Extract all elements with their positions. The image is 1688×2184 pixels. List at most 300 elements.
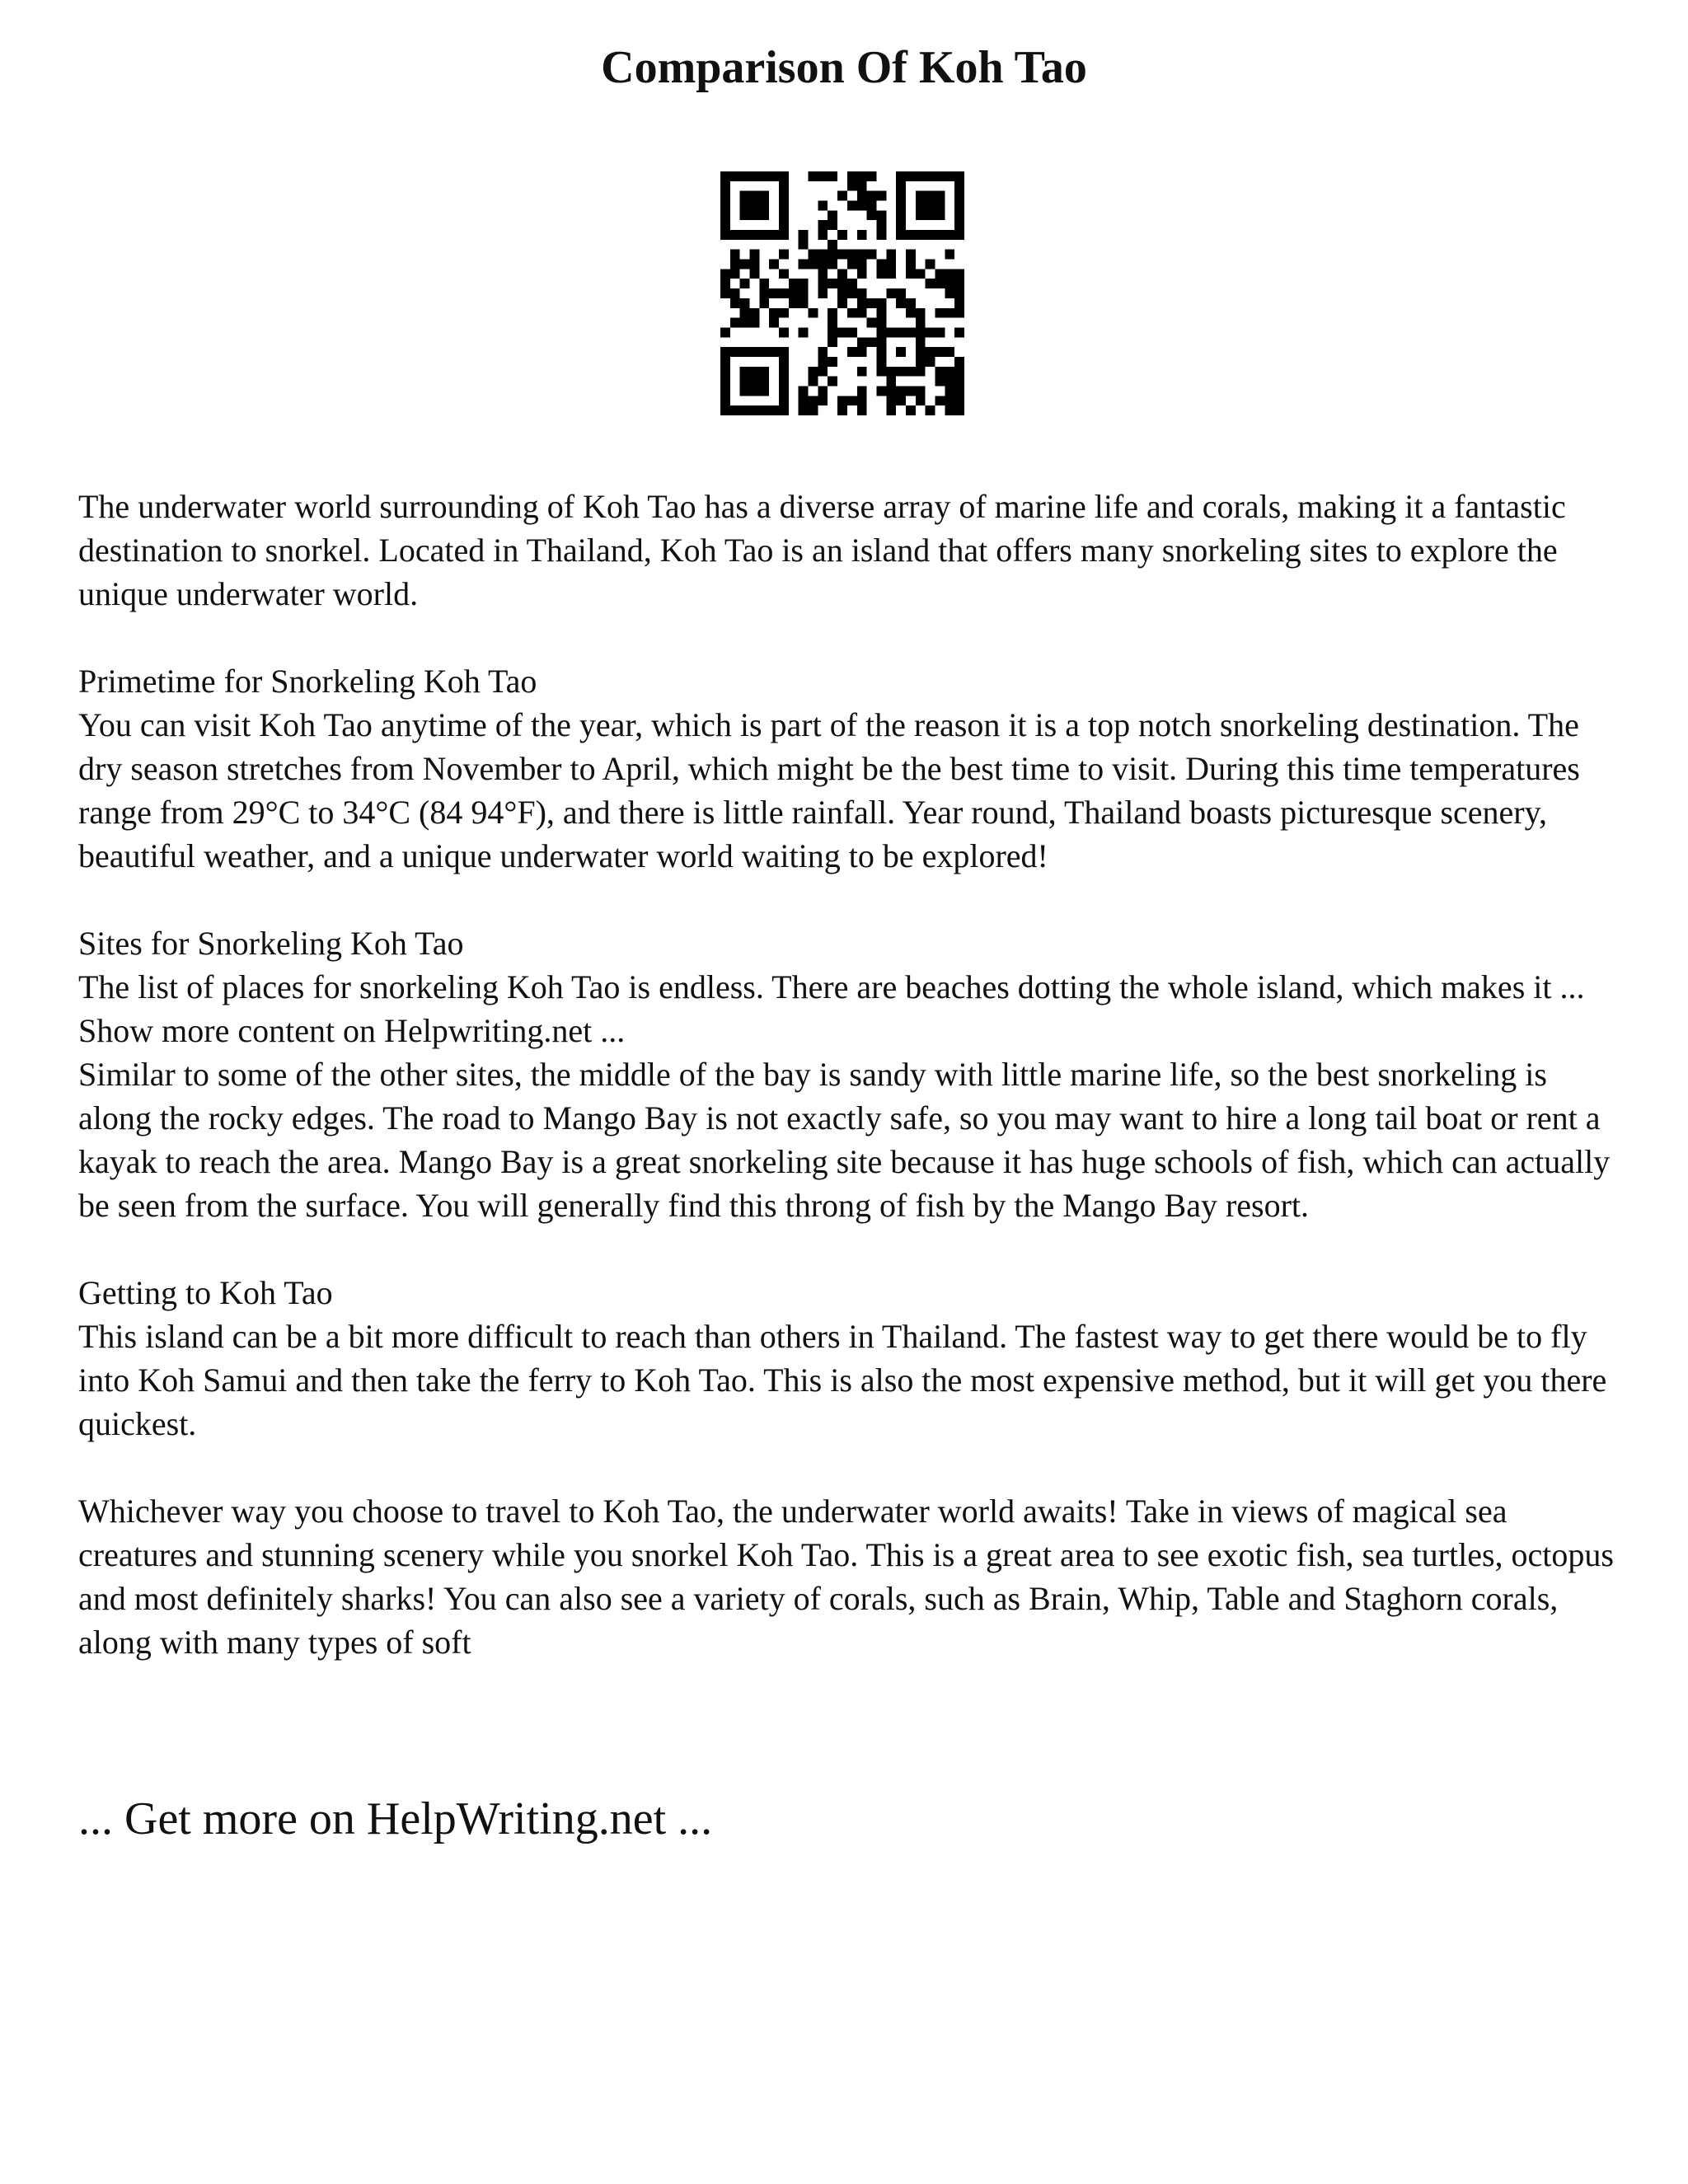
qr-module <box>799 327 809 337</box>
qr-module <box>779 288 789 298</box>
qr-code[interactable] <box>720 171 964 415</box>
qr-module <box>837 396 847 405</box>
qr-module <box>916 210 926 220</box>
qr-module <box>809 377 818 387</box>
qr-module <box>945 279 954 288</box>
qr-module <box>896 327 906 337</box>
qr-module <box>837 298 847 308</box>
qr-module <box>935 327 945 337</box>
qr-module <box>779 377 789 387</box>
qr-module <box>750 269 760 279</box>
qr-module <box>779 250 789 260</box>
qr-module <box>847 260 857 269</box>
qr-module <box>945 250 954 260</box>
qr-module <box>945 230 954 240</box>
qr-module <box>720 367 730 377</box>
qr-module <box>847 181 857 191</box>
page-title: Comparison Of Koh Tao <box>601 42 1087 93</box>
qr-module <box>876 210 886 220</box>
qr-module <box>759 201 769 211</box>
qr-module <box>837 405 847 415</box>
qr-module <box>818 279 828 288</box>
qr-module <box>945 386 954 396</box>
qr-module <box>779 396 789 405</box>
qr-module <box>809 250 818 260</box>
get-more-link[interactable]: ... Get more on HelpWriting.net ... <box>78 1793 713 1844</box>
qr-module <box>945 308 954 318</box>
qr-module <box>857 367 867 377</box>
qr-module <box>954 357 964 367</box>
qr-module <box>886 327 896 337</box>
qr-module <box>837 327 847 337</box>
qr-module <box>916 367 926 377</box>
qr-module <box>799 230 809 240</box>
qr-module <box>799 288 809 298</box>
qr-module <box>750 250 760 260</box>
qr-module <box>876 357 886 367</box>
qr-module <box>857 191 867 201</box>
qr-module <box>886 250 896 260</box>
qr-module <box>857 337 867 347</box>
qr-module <box>896 201 906 211</box>
qr-module <box>916 171 926 181</box>
qr-module <box>720 220 730 230</box>
qr-module <box>847 250 857 260</box>
qr-module <box>750 386 760 396</box>
qr-module <box>828 308 837 318</box>
qr-module <box>926 201 935 211</box>
qr-module <box>876 191 886 201</box>
qr-module <box>916 230 926 240</box>
qr-module <box>720 327 730 337</box>
qr-module <box>857 298 867 308</box>
qr-module <box>799 405 809 415</box>
qr-module <box>945 396 954 405</box>
primetime-heading: Primetime for Snorkeling Koh Tao <box>78 663 537 700</box>
qr-module <box>759 230 769 240</box>
qr-module <box>818 269 828 279</box>
getting-heading: Getting to Koh Tao <box>78 1274 333 1311</box>
qr-module <box>750 230 760 240</box>
qr-module <box>759 191 769 201</box>
qr-module <box>916 337 926 347</box>
qr-module <box>809 260 818 269</box>
qr-module <box>896 210 906 220</box>
qr-module <box>954 210 964 220</box>
qr-module <box>896 347 906 357</box>
qr-module <box>896 367 906 377</box>
qr-module <box>730 288 740 298</box>
qr-module <box>779 181 789 191</box>
qr-module <box>740 210 750 220</box>
qr-module <box>954 298 964 308</box>
qr-module <box>759 279 769 288</box>
qr-module <box>759 367 769 377</box>
qr-module <box>876 327 886 337</box>
qr-module <box>896 230 906 240</box>
qr-module <box>906 386 916 396</box>
qr-module <box>906 171 916 181</box>
qr-module <box>809 367 818 377</box>
qr-module <box>759 288 769 298</box>
qr-module <box>769 260 779 269</box>
qr-module <box>886 269 896 279</box>
qr-module <box>926 210 935 220</box>
qr-module <box>935 171 945 181</box>
qr-module <box>935 367 945 377</box>
qr-module <box>876 220 886 230</box>
qr-module <box>720 396 730 405</box>
qr-module <box>935 210 945 220</box>
qr-module <box>954 230 964 240</box>
qr-module <box>730 269 740 279</box>
qr-module <box>954 181 964 191</box>
qr-module <box>916 318 926 328</box>
qr-module <box>818 386 828 396</box>
qr-module <box>954 171 964 181</box>
qr-module <box>847 171 857 181</box>
qr-module <box>935 230 945 240</box>
qr-module <box>867 171 877 181</box>
qr-module <box>954 396 964 405</box>
qr-module <box>954 269 964 279</box>
qr-module <box>886 288 896 298</box>
qr-module <box>828 327 837 337</box>
qr-module <box>720 386 730 396</box>
qr-module <box>750 318 760 328</box>
qr-module <box>954 191 964 201</box>
qr-module <box>916 386 926 396</box>
qr-module <box>730 230 740 240</box>
qr-module <box>857 181 867 191</box>
qr-module <box>759 298 769 308</box>
qr-module <box>876 260 886 269</box>
qr-module <box>730 318 740 328</box>
qr-module <box>740 308 750 318</box>
qr-module <box>750 260 760 269</box>
qr-module <box>876 298 886 308</box>
qr-module <box>779 230 789 240</box>
qr-module <box>906 308 916 318</box>
qr-module <box>945 347 954 357</box>
qr-module <box>799 260 809 269</box>
qr-module <box>740 230 750 240</box>
qr-module <box>828 337 837 347</box>
qr-module <box>916 308 926 318</box>
qr-module <box>818 250 828 260</box>
qr-module <box>857 171 867 181</box>
qr-module <box>945 405 954 415</box>
qr-module <box>779 357 789 367</box>
qr-module <box>809 171 818 181</box>
qr-module <box>720 230 730 240</box>
qr-module <box>720 171 730 181</box>
qr-module <box>926 230 935 240</box>
qr-module <box>818 357 828 367</box>
qr-module <box>876 386 886 396</box>
qr-module <box>886 260 896 269</box>
qr-module <box>828 377 837 387</box>
qr-module <box>857 288 867 298</box>
qr-module <box>926 327 935 337</box>
qr-module <box>945 367 954 377</box>
qr-module <box>876 269 886 279</box>
qr-module <box>828 171 837 181</box>
qr-module <box>720 191 730 201</box>
qr-module <box>867 318 877 328</box>
qr-module <box>789 298 799 308</box>
qr-module <box>916 396 926 405</box>
qr-module <box>867 250 877 260</box>
qr-module <box>720 279 730 288</box>
qr-module <box>730 405 740 415</box>
qr-module <box>867 191 877 201</box>
qr-module <box>954 377 964 387</box>
qr-module <box>720 269 730 279</box>
qr-module <box>926 405 935 415</box>
qr-module <box>818 347 828 357</box>
qr-module <box>876 347 886 357</box>
qr-module <box>828 279 837 288</box>
qr-module <box>926 260 935 269</box>
qr-module <box>730 260 740 269</box>
qr-module <box>906 367 916 377</box>
qr-module <box>847 288 857 298</box>
qr-module <box>740 367 750 377</box>
qr-module <box>720 357 730 367</box>
qr-module <box>935 377 945 387</box>
qr-module <box>954 308 964 318</box>
qr-module <box>799 279 809 288</box>
qr-module <box>935 191 945 201</box>
qr-module <box>906 405 916 415</box>
qr-module <box>720 405 730 415</box>
qr-module <box>779 171 789 181</box>
qr-module <box>896 396 906 405</box>
qr-module <box>837 288 847 298</box>
qr-module <box>750 405 760 415</box>
qr-module <box>759 386 769 396</box>
qr-module <box>730 298 740 308</box>
qr-module <box>779 327 789 337</box>
qr-module <box>954 405 964 415</box>
qr-module <box>954 367 964 377</box>
qr-module <box>740 405 750 415</box>
qr-module <box>857 347 867 357</box>
qr-module <box>750 367 760 377</box>
primetime-paragraph: You can visit Koh Tao anytime of the year, which is part of the reason it is a top notch snorkeling destination. The dry season stretches from November to April, which might be the best time to visit. During this time temperatures range from 29°C to 34°C (84 94°F), and there is little rainfall. Year round, Thailand boasts picturesque scenery, beautiful weather, and a unique underwater world waiting to be explored! <box>78 706 1580 874</box>
qr-module <box>926 279 935 288</box>
qr-module <box>779 191 789 201</box>
qr-module <box>818 260 828 269</box>
qr-module <box>837 191 847 201</box>
qr-module <box>740 191 750 201</box>
qr-module <box>916 201 926 211</box>
qr-module <box>740 386 750 396</box>
qr-module <box>847 327 857 337</box>
qr-module <box>818 201 828 211</box>
qr-module <box>799 240 809 250</box>
qr-module <box>954 279 964 288</box>
qr-module <box>886 405 896 415</box>
qr-module <box>799 396 809 405</box>
qr-module <box>867 201 877 211</box>
qr-module <box>750 171 760 181</box>
qr-module <box>828 357 837 367</box>
qr-module <box>740 260 750 269</box>
qr-module <box>730 347 740 357</box>
qr-module <box>740 318 750 328</box>
qr-module <box>837 269 847 279</box>
qr-module <box>740 347 750 357</box>
qr-module <box>847 347 857 357</box>
qr-module <box>906 250 916 260</box>
getting-paragraph: This island can be a bit more difficult to reach than others in Thailand. The fastest way to get there would be to fly into Koh Samui and then take the ferry to Koh Tao. This is also the most expensive method, but it will get you there quickest. <box>78 1318 1607 1442</box>
qr-module <box>779 405 789 415</box>
qr-module <box>769 288 779 298</box>
qr-module <box>857 269 867 279</box>
qr-module <box>809 308 818 318</box>
qr-module <box>954 201 964 211</box>
qr-module <box>720 347 730 357</box>
qr-module <box>779 201 789 211</box>
qr-module <box>935 308 945 318</box>
qr-module <box>857 308 867 318</box>
qr-module <box>769 405 779 415</box>
qr-module <box>857 250 867 260</box>
qr-module <box>906 298 916 308</box>
qr-module <box>916 191 926 201</box>
qr-module <box>818 171 828 181</box>
qr-module <box>750 201 760 211</box>
qr-module <box>935 201 945 211</box>
qr-module <box>847 279 857 288</box>
qr-module <box>847 396 857 405</box>
qr-module <box>954 220 964 230</box>
sites-heading: Sites for Snorkeling Koh Tao <box>78 925 464 962</box>
qr-module <box>857 405 867 415</box>
qr-module <box>799 386 809 396</box>
qr-module <box>740 171 750 181</box>
qr-module <box>750 210 760 220</box>
qr-module <box>818 396 828 405</box>
qr-module <box>779 220 789 230</box>
intro-paragraph: The underwater world surrounding of Koh Tao has a diverse array of marine life and corals, making it a fantastic destination to snorkel. Located in Thailand, Koh Tao is an island that offers many snorkeling sites to explore the unique underwater world. <box>78 488 1566 612</box>
qr-module <box>759 405 769 415</box>
qr-module <box>886 386 896 396</box>
qr-module <box>759 377 769 387</box>
qr-module <box>906 260 916 269</box>
qr-module <box>876 367 886 377</box>
qr-module <box>779 308 789 318</box>
qr-module <box>945 171 954 181</box>
qr-module <box>926 347 935 357</box>
qr-module <box>720 288 730 298</box>
qr-module <box>935 396 945 405</box>
qr-module <box>740 279 750 288</box>
qr-module <box>789 279 799 288</box>
qr-module <box>837 230 847 240</box>
qr-module <box>779 210 789 220</box>
qr-module <box>876 337 886 347</box>
qr-module <box>954 288 964 298</box>
qr-module <box>876 308 886 318</box>
qr-module <box>750 377 760 387</box>
qr-module <box>896 288 906 298</box>
qr-module <box>828 220 837 230</box>
qr-module <box>720 181 730 191</box>
qr-module <box>886 377 896 387</box>
qr-module <box>779 386 789 396</box>
qr-module <box>857 386 867 396</box>
qr-module <box>906 230 916 240</box>
qr-module <box>916 327 926 337</box>
qr-module <box>896 181 906 191</box>
qr-module <box>818 288 828 298</box>
qr-module <box>750 347 760 357</box>
qr-module <box>837 250 847 260</box>
qr-module <box>847 201 857 211</box>
qr-module <box>769 318 779 328</box>
qr-module <box>769 347 779 357</box>
qr-module <box>906 269 916 279</box>
qr-module <box>876 318 886 328</box>
qr-module <box>926 171 935 181</box>
qr-module <box>720 201 730 211</box>
qr-module <box>818 367 828 377</box>
qr-module <box>828 250 837 260</box>
qr-module <box>720 210 730 220</box>
qr-module <box>896 220 906 230</box>
qr-module <box>867 337 877 347</box>
qr-module <box>867 298 877 308</box>
qr-module <box>730 171 740 181</box>
qr-module <box>857 201 867 211</box>
qr-module <box>809 405 818 415</box>
qr-module <box>876 230 886 240</box>
qr-module <box>740 298 750 308</box>
qr-module <box>916 347 926 357</box>
qr-module <box>799 298 809 308</box>
qr-module <box>954 386 964 396</box>
qr-module <box>945 377 954 387</box>
qr-module <box>759 347 769 357</box>
qr-module <box>828 260 837 269</box>
qr-module <box>867 210 877 220</box>
qr-module <box>945 269 954 279</box>
qr-module <box>759 171 769 181</box>
qr-module <box>935 347 945 357</box>
qr-module <box>896 386 906 396</box>
qr-module <box>916 357 926 367</box>
qr-module <box>896 171 906 181</box>
qr-module <box>759 210 769 220</box>
qr-module <box>906 327 916 337</box>
qr-module <box>857 260 867 269</box>
qr-module <box>740 201 750 211</box>
qr-module <box>779 269 789 279</box>
qr-module <box>818 220 828 230</box>
mango-bay-paragraph: Similar to some of the other sites, the middle of the bay is sandy with little marine life, so the best snorkeling is along the rocky edges. The road to Mango Bay is not exactly safe, so you may want to hire a long tail boat or rent a kayak to reach the area. Mango Bay is a great snorkeling site because it has huge schools of fish, which can actually be seen from the surface. You will generally find this throng of fish by the Mango Bay resort. <box>78 1056 1611 1224</box>
qr-module <box>789 288 799 298</box>
qr-module <box>954 327 964 337</box>
sites-paragraph: The list of places for snorkeling Koh Tao is endless. There are beaches dotting the whole island, which makes it ... Show more content on Helpwriting.net ... <box>78 968 1585 1049</box>
qr-module <box>857 230 867 240</box>
qr-module <box>945 288 954 298</box>
qr-module <box>818 230 828 240</box>
qr-module <box>779 367 789 377</box>
qr-module <box>896 298 906 308</box>
